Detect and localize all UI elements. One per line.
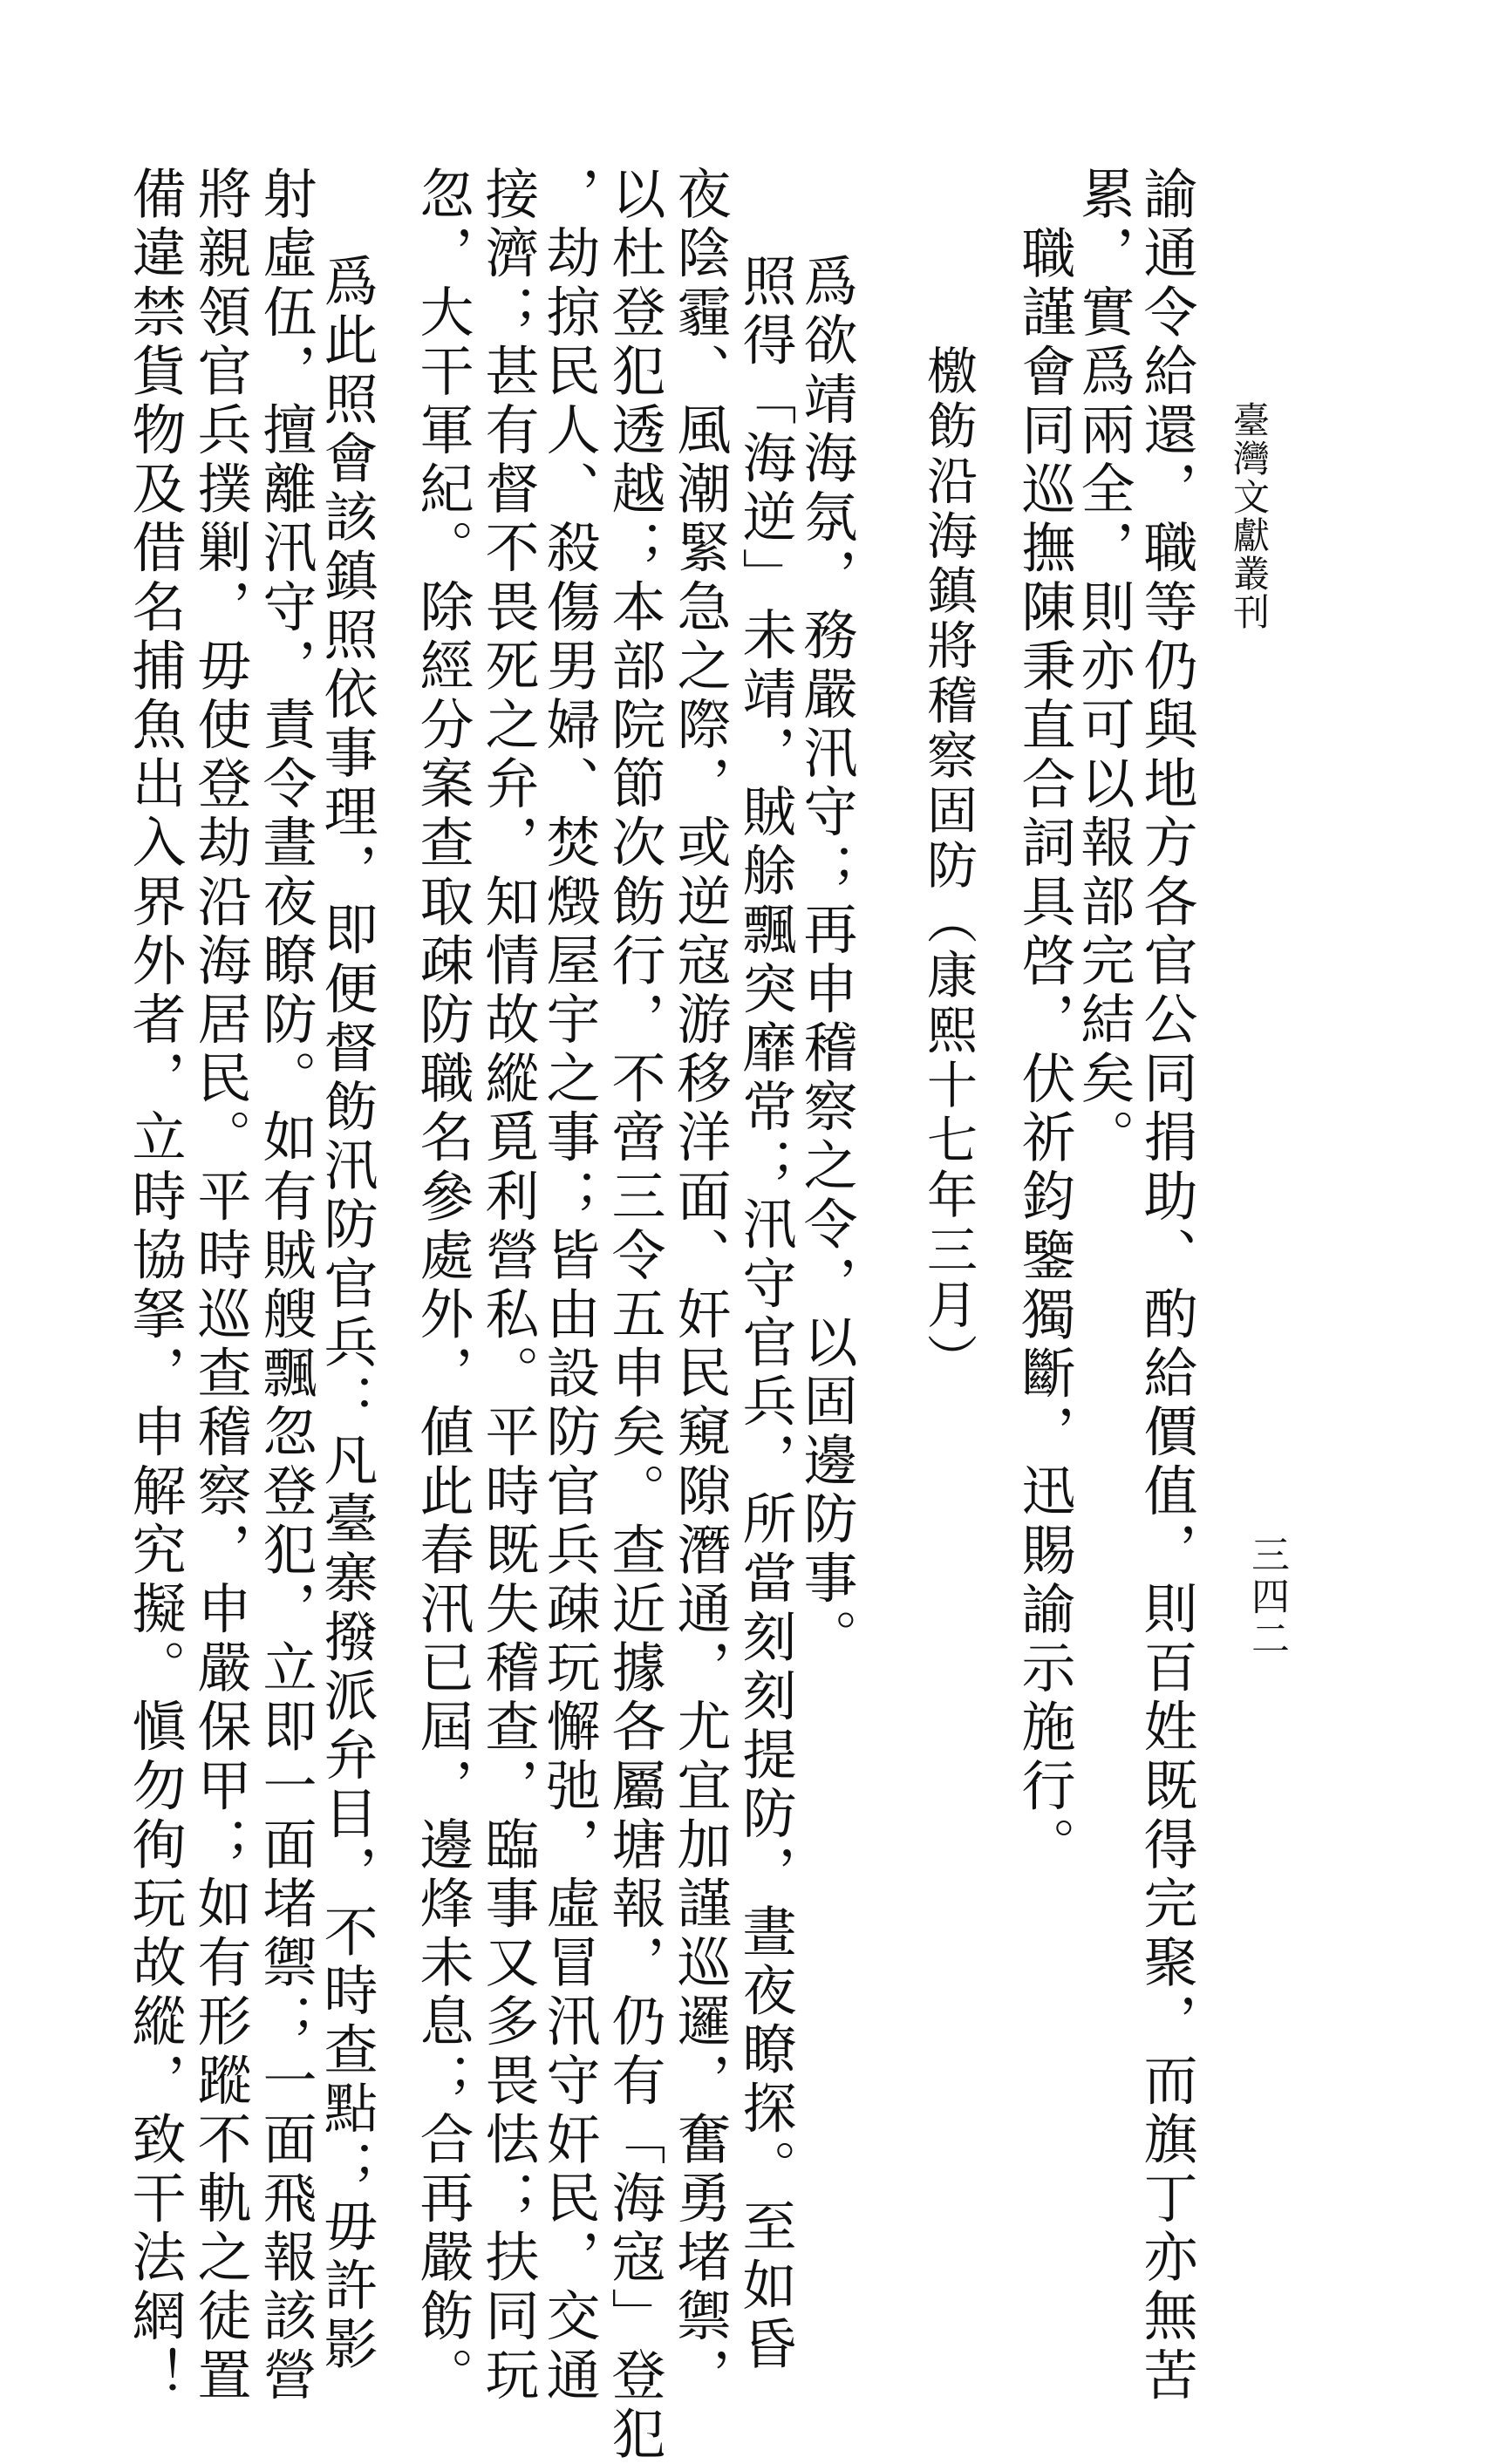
text-column: 接濟；甚有督不畏死之弁，知情故縱覓利營私。平時既失稽查，臨事又多畏怯；扶同玩: [476, 166, 540, 2406]
text-column: 諭通令給還，職等仍與地方各官公同捐助、酌給價值，則百姓既得完聚，而旗丁亦無苦: [1135, 166, 1198, 2406]
document-title: 檄飭沿海鎮將稽察固防（康熙十七年三月）: [918, 344, 978, 1388]
text-column: 忽，大干軍紀。除經分案查取疎防職名參處外，値此春汛已屆，邊烽未息；合再嚴飭。: [411, 166, 474, 2406]
text-column: 備違禁貨物及借名捕魚出入界外者，立時協拏，申解究擬。愼勿徇玩故縱，致干法網！: [123, 166, 187, 2406]
series-title: 臺灣文獻叢刊: [1228, 401, 1271, 631]
text-column: 職謹會同巡撫陳秉直合詞具啓，伏祈鈞鑒獨斷，迅賜諭示施行。: [1012, 225, 1076, 1875]
text-column: 爲此照會該鎮照依事理，即便督飭汛防官兵：凡臺寨撥派弁目，不時查點；毋許影: [315, 253, 378, 2375]
text-column: 射虛伍，擅離汛守，責令晝夜瞭防。如有賊艘飄忽登犯，立即一面堵禦；一面飛報該營: [254, 166, 317, 2406]
text-column: 以杜登犯透越；本部院節次飭行，不啻三令五申矣。查近據各屬塘報，仍有「海寇」登犯: [603, 166, 666, 2464]
page-number: 三四二: [1244, 1535, 1289, 1660]
text-column: 累，實爲兩全，則亦可以報部完結矣。: [1072, 166, 1135, 1168]
text-column: 照得「海逆」未靖，賊艅飄突靡常；汛守官兵，所當刻刻提防，晝夜瞭探。至如昏: [733, 253, 797, 2375]
text-column: 夜陰霾、風潮緊急之際，或逆寇游移洋面、奸民窺隙潛通，尤宜加謹巡邏，奮勇堵禦，: [668, 166, 732, 2406]
text-column: 將親領官兵撲剿，毋使登劫沿海居民。平時巡查稽察，申嚴保甲；如有形蹤不軌之徒置: [188, 166, 252, 2406]
text-column: 爲欲靖海氛，務嚴汛守；再申稽察之令，以固邊防事。: [794, 253, 858, 1668]
text-column: ，劫掠民人、殺傷男婦、焚燬屋宇之事；皆由設防官兵疎玩懈弛，虛冒汛守奸民，交通: [537, 166, 601, 2406]
